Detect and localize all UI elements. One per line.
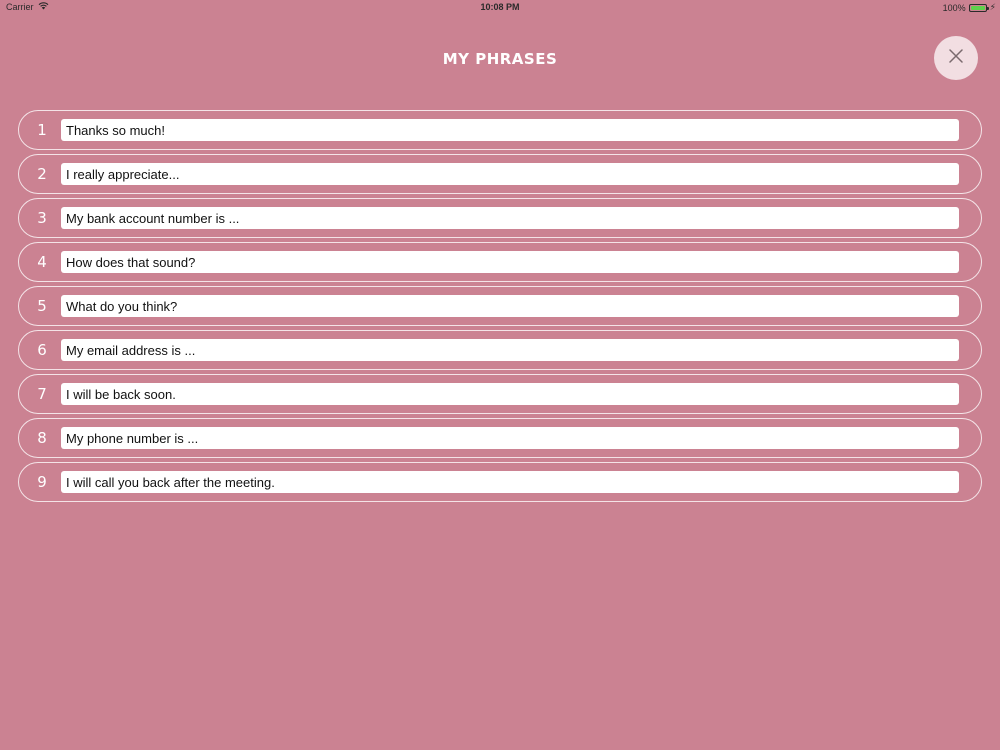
phrase-number: 4 (37, 253, 47, 271)
phrase-number: 8 (37, 429, 47, 447)
phrase-number: 7 (37, 385, 47, 403)
phrase-row (18, 462, 982, 502)
phrase-input[interactable] (61, 383, 959, 405)
phrase-number: 1 (37, 121, 47, 139)
status-time: 10:08 PM (480, 2, 520, 12)
phrase-row (18, 198, 982, 238)
phrase-number: 5 (37, 297, 47, 315)
phrase-row (18, 154, 982, 194)
phrase-row (18, 374, 982, 414)
phrase-number: 6 (37, 341, 47, 359)
phrase-row (18, 330, 982, 370)
phrase-input[interactable] (61, 427, 959, 449)
phrase-input[interactable] (61, 251, 959, 273)
phrase-row (18, 286, 982, 326)
status-bar (0, 0, 1000, 16)
phrase-row (18, 418, 982, 458)
close-button[interactable] (934, 36, 978, 80)
close-icon (949, 49, 963, 68)
charging-bolt-icon: ⚡ (989, 2, 996, 12)
carrier-label: Carrier (6, 2, 34, 12)
battery-icon (969, 4, 987, 12)
phrase-input[interactable] (61, 295, 959, 317)
phrase-number: 9 (37, 473, 47, 491)
page-title: MY PHRASES (442, 50, 558, 68)
phrase-input[interactable] (61, 119, 959, 141)
phrase-input[interactable] (61, 471, 959, 493)
phrase-input[interactable] (61, 339, 959, 361)
phrase-input[interactable] (61, 207, 959, 229)
phrase-list (18, 110, 982, 506)
battery-percent: 100% (942, 2, 966, 13)
phrase-number: 2 (37, 165, 47, 183)
phrase-number: 3 (37, 209, 47, 227)
phrase-input[interactable] (61, 163, 959, 185)
phrase-row (18, 110, 982, 150)
status-right (943, 2, 996, 13)
phrase-row (18, 242, 982, 282)
battery-fill (971, 6, 985, 10)
